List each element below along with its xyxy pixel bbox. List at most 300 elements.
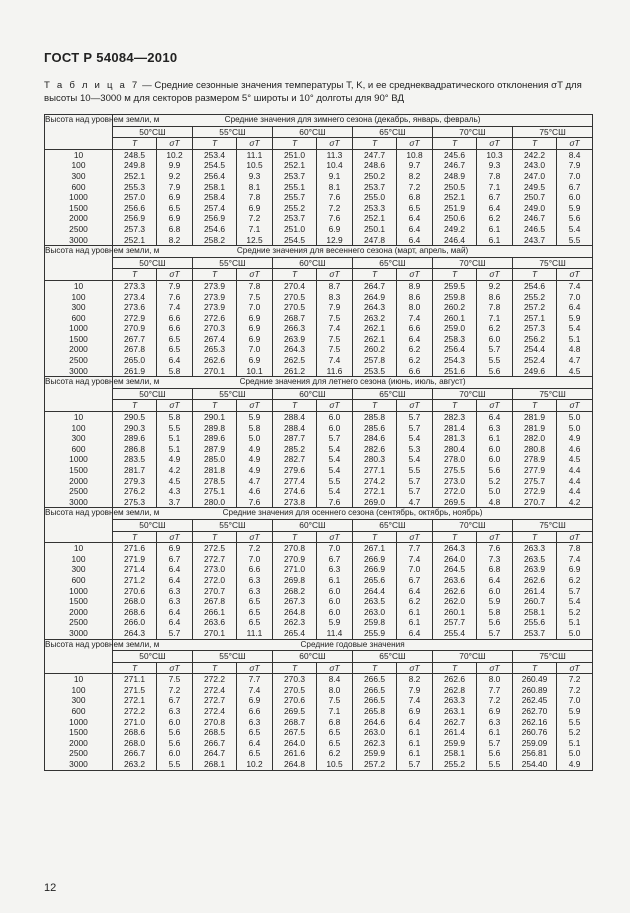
sigma-cell: 6.3 [157,596,193,607]
sigma-cell: 6.2 [477,323,513,334]
sigma-cell: 6.0 [317,423,353,434]
temperature-cell: 255.7 [273,192,317,203]
sigma-cell: 6.3 [477,717,513,728]
temperature-cell: 259.0 [433,323,477,334]
section-title: Средние значения для осеннего сезона (сентябрь, октябрь, ноябрь) [113,508,593,520]
table-row [45,171,593,182]
temperature-cell: 262.70 [513,706,557,717]
subheader-row [45,269,593,281]
sigma-cell: 5.9 [557,313,593,324]
temperature-cell: 257.3 [113,224,157,235]
sigma-subheader: σT [237,269,273,281]
temperature-cell: 260.89 [513,685,557,696]
temperature-cell: 263.9 [273,334,317,345]
altitude-cell: 1000 [45,454,113,465]
latitude-header: 55°СШ [193,126,273,138]
temperature-cell: 262.5 [273,355,317,366]
temperature-cell: 266.5 [353,695,397,706]
temperature-subheader: T [513,662,557,674]
temperature-cell: 278.9 [513,454,557,465]
temperature-cell: 271.1 [113,674,157,685]
temperature-cell: 255.0 [353,192,397,203]
sigma-cell: 8.0 [397,302,433,313]
sigma-cell: 6.9 [157,213,193,224]
sigma-cell: 7.1 [477,313,513,324]
table-row [45,213,593,224]
section-title-row [45,246,593,258]
temperature-cell: 258.1 [433,748,477,759]
sigma-cell: 6.4 [397,717,433,728]
sigma-cell: 4.2 [557,497,593,508]
temperature-cell: 290.3 [113,423,157,434]
temperature-subheader: T [433,662,477,674]
sigma-cell: 6.9 [157,543,193,554]
table-row [45,160,593,171]
sigma-subheader: σT [157,531,193,543]
sigma-subheader: σT [477,400,513,412]
temperature-cell: 272.2 [113,706,157,717]
sigma-cell: 7.9 [557,160,593,171]
sigma-subheader: σT [557,400,593,412]
temperature-cell: 249.6 [513,366,557,377]
sigma-cell: 4.5 [557,454,593,465]
sigma-cell: 7.0 [237,302,273,313]
temperature-cell: 257.7 [433,617,477,628]
sigma-cell: 6.4 [397,235,433,246]
sigma-cell: 7.8 [477,302,513,313]
temperature-cell: 264.3 [113,628,157,639]
sigma-cell: 7.0 [557,695,593,706]
sigma-cell: 8.4 [317,674,353,685]
sigma-cell: 8.1 [237,182,273,193]
sigma-subheader: σT [317,400,353,412]
sigma-cell: 6.5 [237,596,273,607]
latitude-header: 65°СШ [353,651,433,663]
sigma-cell: 7.6 [317,497,353,508]
latitude-row [45,257,593,269]
sigma-cell: 9.3 [477,160,513,171]
table-row [45,617,593,628]
sigma-cell: 4.9 [237,444,273,455]
temperature-cell: 262.45 [513,695,557,706]
sigma-cell: 7.5 [317,344,353,355]
temperature-cell: 264.5 [433,564,477,575]
table-row [45,433,593,444]
temperature-cell: 287.7 [273,433,317,444]
temperature-cell: 271.9 [113,554,157,565]
temperature-cell: 247.7 [353,149,397,160]
temperature-cell: 258.1 [193,182,237,193]
table-row [45,554,593,565]
section-title: Средние значения для зимнего сезона (декабрь, январь, февраль) [113,115,593,127]
sigma-cell: 5.0 [237,433,273,444]
temperature-cell: 268.7 [273,717,317,728]
sigma-cell: 5.8 [157,412,193,423]
sigma-cell: 3.7 [157,497,193,508]
temperature-cell: 263.5 [513,554,557,565]
temperature-cell: 267.1 [353,543,397,554]
table-row [45,292,593,303]
sigma-cell: 6.9 [237,695,273,706]
table-row [45,674,593,685]
sigma-cell: 5.4 [397,454,433,465]
temperature-cell: 256.6 [113,203,157,214]
altitude-cell: 1500 [45,203,113,214]
temperature-cell: 275.5 [433,465,477,476]
latitude-header: 55°СШ [193,257,273,269]
temperature-cell: 278.5 [193,476,237,487]
temperature-cell: 272.7 [193,554,237,565]
temperature-cell: 270.1 [193,366,237,377]
temperature-cell: 256.2 [513,334,557,345]
temperature-cell: 260.2 [353,344,397,355]
altitude-cell: 1000 [45,323,113,334]
temperature-cell: 288.4 [273,412,317,423]
temperature-cell: 256.4 [433,344,477,355]
sigma-cell: 5.0 [557,628,593,639]
sigma-cell: 4.4 [557,476,593,487]
sigma-cell: 5.5 [157,759,193,770]
latitude-header: 75°СШ [513,126,593,138]
sigma-cell: 6.8 [157,224,193,235]
temperature-cell: 249.2 [433,224,477,235]
temperature-subheader: T [353,662,397,674]
sigma-cell: 7.0 [237,344,273,355]
sigma-cell: 5.5 [317,476,353,487]
temperature-cell: 256.9 [193,213,237,224]
sigma-cell: 5.7 [397,486,433,497]
sigma-cell: 6.9 [237,334,273,345]
sigma-cell: 5.0 [477,486,513,497]
sigma-cell: 7.5 [157,674,193,685]
temperature-cell: 262.7 [433,717,477,728]
altitude-cell: 1500 [45,596,113,607]
sigma-cell: 6.3 [237,575,273,586]
temperature-cell: 272.6 [193,313,237,324]
sigma-cell: 5.4 [317,444,353,455]
sigma-cell: 7.5 [317,313,353,324]
temperature-cell: 265.6 [353,575,397,586]
sigma-cell: 6.9 [557,564,593,575]
sigma-cell: 6.7 [157,695,193,706]
sigma-cell: 6.4 [237,738,273,749]
sigma-cell: 5.4 [557,224,593,235]
temperature-cell: 275.3 [113,497,157,508]
sigma-subheader: σT [477,138,513,150]
table-row [45,192,593,203]
temperature-cell: 264.3 [433,543,477,554]
sigma-subheader: σT [397,138,433,150]
table-row [45,543,593,554]
temperature-cell: 273.4 [113,292,157,303]
temperature-cell: 260.1 [433,607,477,618]
sigma-cell: 6.4 [157,607,193,618]
altitude-cell: 100 [45,685,113,696]
temperature-cell: 256.81 [513,748,557,759]
sigma-cell: 8.0 [477,674,513,685]
sigma-cell: 6.0 [317,596,353,607]
temperature-cell: 270.8 [273,543,317,554]
temperature-cell: 266.7 [113,748,157,759]
sigma-cell: 6.7 [477,192,513,203]
sigma-subheader: σT [317,662,353,674]
sigma-cell: 5.6 [477,465,513,476]
temperature-cell: 267.8 [113,344,157,355]
temperature-cell: 250.6 [433,213,477,224]
sigma-cell: 6.9 [397,706,433,717]
page-number: 12 [44,882,57,894]
temperature-cell: 266.5 [353,685,397,696]
sigma-cell: 4.2 [157,465,193,476]
section-title: Средние значения для летнего сезона (июнь, июль, август) [113,377,593,389]
temperature-cell: 282.6 [353,444,397,455]
sigma-cell: 6.1 [477,235,513,246]
temperature-cell: 264.0 [273,738,317,749]
sigma-subheader: σT [237,662,273,674]
sigma-cell: 7.3 [477,554,513,565]
temperature-cell: 265.3 [193,344,237,355]
section-title-row [45,377,593,389]
table-row [45,313,593,324]
sigma-cell: 6.3 [317,564,353,575]
temperature-cell: 271.2 [113,575,157,586]
sigma-cell: 7.0 [557,171,593,182]
altitude-cell: 10 [45,674,113,685]
temperature-cell: 266.7 [193,738,237,749]
sigma-cell: 6.4 [397,586,433,597]
temperature-cell: 242.2 [513,149,557,160]
temperature-cell: 268.6 [113,727,157,738]
temperature-cell: 271.6 [113,543,157,554]
latitude-header: 75°СШ [513,519,593,531]
temperature-cell: 246.4 [433,235,477,246]
temperature-table [44,114,593,771]
latitude-header: 70°СШ [433,126,513,138]
temperature-subheader: T [353,138,397,150]
table-row [45,706,593,717]
sigma-cell: 5.6 [157,727,193,738]
table-row [45,476,593,487]
table-row [45,344,593,355]
temperature-cell: 250.7 [513,192,557,203]
temperature-cell: 271.0 [273,564,317,575]
sigma-cell: 5.5 [557,717,593,728]
sigma-subheader: σT [557,138,593,150]
altitude-cell: 1000 [45,717,113,728]
latitude-header: 70°СШ [433,519,513,531]
temperature-subheader: T [273,138,317,150]
temperature-subheader: T [113,138,157,150]
sigma-cell: 8.1 [317,182,353,193]
temperature-cell: 288.4 [273,423,317,434]
temperature-cell: 289.6 [113,433,157,444]
sigma-subheader: σT [557,662,593,674]
sigma-cell: 4.9 [557,433,593,444]
sigma-cell: 5.7 [157,628,193,639]
temperature-cell: 289.8 [193,423,237,434]
sigma-cell: 6.9 [237,355,273,366]
temperature-cell: 263.5 [353,596,397,607]
temperature-cell: 255.2 [513,292,557,303]
temperature-cell: 272.1 [353,486,397,497]
sigma-cell: 9.1 [317,171,353,182]
temperature-subheader: T [113,269,157,281]
sigma-cell: 8.6 [477,292,513,303]
temperature-cell: 255.9 [353,628,397,639]
temperature-subheader: T [273,269,317,281]
temperature-cell: 255.6 [513,617,557,628]
temperature-cell: 258.1 [513,607,557,618]
sigma-cell: 5.9 [557,203,593,214]
sigma-cell: 5.5 [157,423,193,434]
sigma-cell: 6.3 [477,423,513,434]
sigma-cell: 5.7 [397,423,433,434]
sigma-subheader: σT [317,531,353,543]
sigma-cell: 9.3 [237,171,273,182]
temperature-cell: 273.3 [113,280,157,291]
sigma-cell: 7.4 [557,280,593,291]
sigma-cell: 7.4 [397,554,433,565]
altitude-cell: 10 [45,149,113,160]
latitude-header: 50°СШ [113,651,193,663]
latitude-header: 50°СШ [113,257,193,269]
temperature-cell: 280.3 [353,454,397,465]
temperature-cell: 255.2 [273,203,317,214]
latitude-header: 60°СШ [273,388,353,400]
sigma-cell: 5.7 [477,344,513,355]
section-title: Средние годовые значения [113,639,593,651]
sigma-cell: 5.3 [397,444,433,455]
table-row [45,454,593,465]
sigma-cell: 4.9 [237,454,273,465]
temperature-cell: 261.4 [513,586,557,597]
temperature-cell: 265.4 [273,628,317,639]
temperature-subheader: T [273,531,317,543]
latitude-row [45,519,593,531]
sigma-cell: 7.2 [237,543,273,554]
temperature-cell: 279.3 [113,476,157,487]
sigma-cell: 12.9 [317,235,353,246]
temperature-cell: 251.0 [273,224,317,235]
sigma-cell: 6.4 [557,302,593,313]
sigma-cell: 5.5 [557,235,593,246]
sigma-cell: 8.2 [157,235,193,246]
temperature-cell: 280.8 [513,444,557,455]
sigma-cell: 5.7 [397,412,433,423]
temperature-cell: 250.2 [353,171,397,182]
temperature-subheader: T [113,400,157,412]
temperature-cell: 260.7 [513,596,557,607]
sigma-cell: 7.8 [557,543,593,554]
latitude-header: 65°СШ [353,519,433,531]
sigma-cell: 8.9 [397,280,433,291]
temperature-subheader: T [193,531,237,543]
height-column-header: Высота над уровнем земли, м [45,246,113,281]
temperature-cell: 283.5 [113,454,157,465]
temperature-cell: 270.5 [273,302,317,313]
table-row [45,564,593,575]
temperature-cell: 264.8 [273,607,317,618]
table-row [45,586,593,597]
sigma-cell: 5.4 [317,465,353,476]
temperature-cell: 254.3 [433,355,477,366]
sigma-cell: 8.7 [317,280,353,291]
sigma-cell: 7.1 [317,706,353,717]
temperature-cell: 262.8 [433,685,477,696]
table-row [45,235,593,246]
temperature-cell: 255.2 [433,759,477,770]
latitude-header: 75°СШ [513,388,593,400]
sigma-cell: 12.5 [237,235,273,246]
altitude-cell: 600 [45,182,113,193]
sigma-cell: 6.6 [157,313,193,324]
altitude-cell: 300 [45,171,113,182]
temperature-cell: 268.0 [113,738,157,749]
altitude-cell: 1500 [45,465,113,476]
table-row [45,486,593,497]
temperature-cell: 262.3 [273,617,317,628]
altitude-cell: 2500 [45,486,113,497]
temperature-cell: 257.4 [193,203,237,214]
sigma-cell: 6.2 [317,748,353,759]
temperature-subheader: T [513,531,557,543]
temperature-cell: 253.7 [273,213,317,224]
height-column-header: Высота над уровнем земли, м [45,115,113,150]
temperature-cell: 260.49 [513,674,557,685]
sigma-cell: 6.9 [477,706,513,717]
temperature-cell: 258.3 [433,334,477,345]
sigma-cell: 7.4 [317,323,353,334]
table-row [45,323,593,334]
latitude-header: 65°СШ [353,126,433,138]
temperature-cell: 250.1 [353,224,397,235]
sigma-cell: 6.8 [397,192,433,203]
temperature-cell: 285.8 [353,412,397,423]
sigma-cell: 10.8 [397,149,433,160]
altitude-cell: 300 [45,564,113,575]
section-title: Средние значения для весеннего сезона (март, апрель, май) [113,246,593,258]
table-row [45,203,593,214]
temperature-cell: 256.9 [113,213,157,224]
sigma-cell: 5.1 [557,334,593,345]
sigma-cell: 7.6 [237,497,273,508]
sigma-cell: 5.1 [557,617,593,628]
temperature-cell: 262.1 [353,334,397,345]
section-title-row [45,115,593,127]
temperature-cell: 273.8 [273,497,317,508]
temperature-cell: 263.2 [353,313,397,324]
temperature-cell: 260.1 [433,313,477,324]
sigma-cell: 6.1 [317,575,353,586]
altitude-cell: 2000 [45,476,113,487]
temperature-cell: 249.8 [113,160,157,171]
sigma-cell: 6.7 [557,182,593,193]
height-column-header: Высота над уровнем земли, м [45,377,113,412]
sigma-cell: 7.1 [477,182,513,193]
temperature-subheader: T [273,400,317,412]
temperature-cell: 250.5 [433,182,477,193]
sigma-cell: 5.8 [477,607,513,618]
temperature-cell: 267.4 [193,334,237,345]
sigma-cell: 5.7 [397,759,433,770]
temperature-cell: 254.6 [513,280,557,291]
section-title-row [45,508,593,520]
temperature-cell: 281.7 [113,465,157,476]
latitude-header: 70°СШ [433,257,513,269]
sigma-cell: 9.9 [157,160,193,171]
sigma-cell: 6.1 [397,617,433,628]
temperature-cell: 264.9 [353,292,397,303]
